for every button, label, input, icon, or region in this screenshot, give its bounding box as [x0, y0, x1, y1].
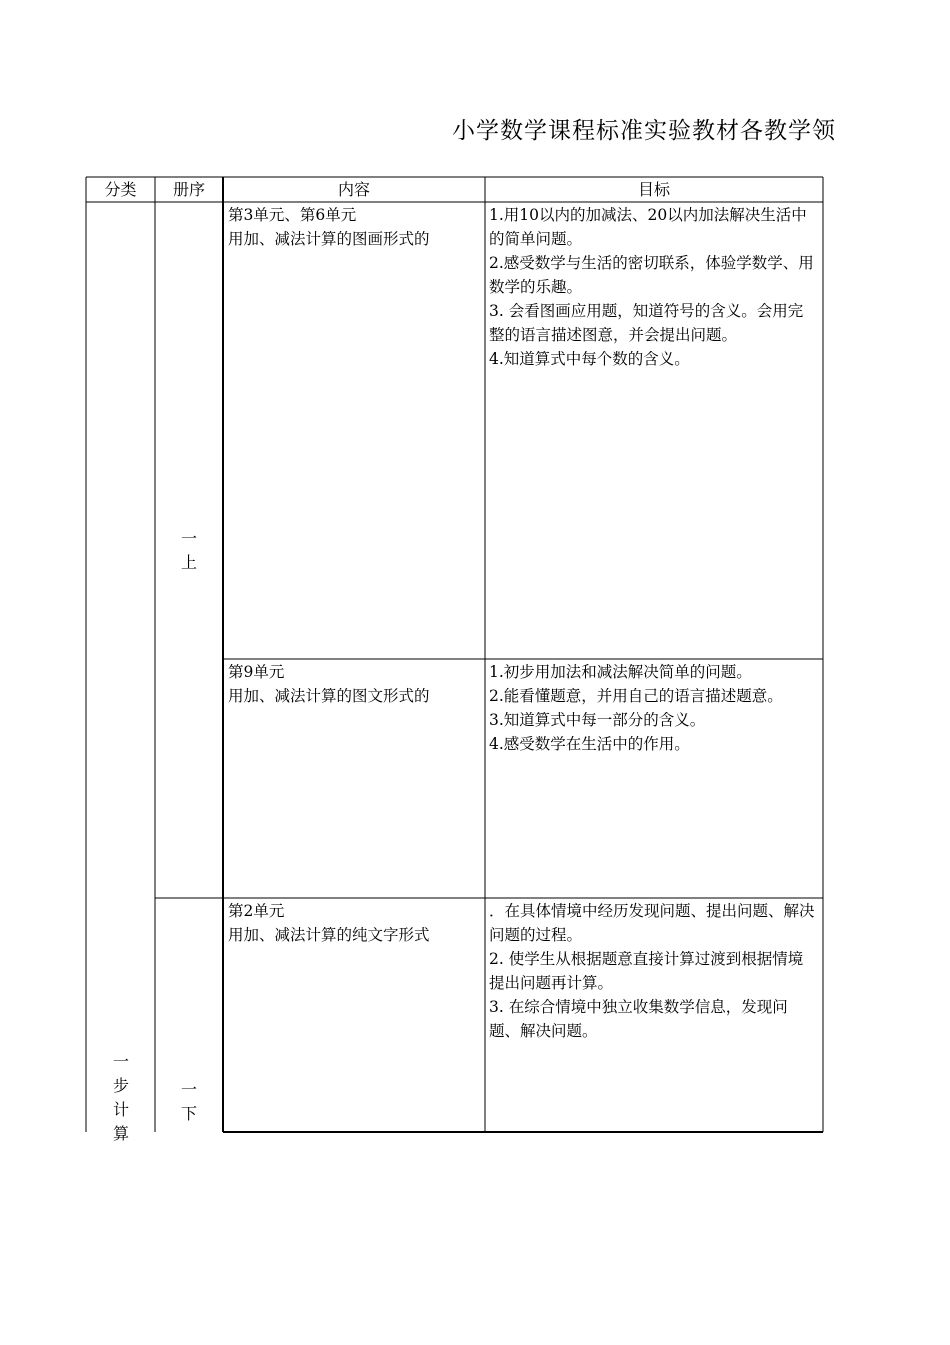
category-cell: 一步计算: [112, 1052, 129, 1143]
goal-cell-2: 1.初步用加法和减法解决简单的问题。 2.能看懂题意，并用自己的语言描述题意。 3.知道算式中每一部分的含义。 4.感受数学在生活中的作用。: [489, 663, 783, 753]
header-content: 内容: [337, 180, 370, 199]
content-cell-3-line2: 用加、减法计算的纯文字形式: [228, 926, 430, 944]
content-cell-1-line2: 用加、减法计算的图画形式的: [228, 230, 430, 248]
goal-cell-1: 1.用10以内的加减法、20以内加法解决生活中的简单问题。 2.感受数学与生活的密切联系，体验学数学、用数学的乐趣。 3. 会看图画应用题，知道符号的含义。会用完整的语言描述图意，并会提出问题。 4.知道算式中每个数的含义。: [489, 206, 814, 368]
header-volume: 册序: [172, 180, 205, 199]
header-goal: 目标: [637, 180, 670, 199]
header-category: 分类: [104, 180, 137, 199]
page-title: 小学数学课程标准实验教材各教学领: [452, 118, 836, 144]
volume-cell-1: 一上: [180, 529, 197, 572]
content-cell-3-line1: 第2单元: [228, 902, 285, 920]
goal-cell-3: ．在具体情境中经历发现问题、提出问题、解决问题的过程。 2. 使学生从根据题意直接计算过渡到根据情境提出问题再计算。 3. 在综合情境中独立收集数学信息，发现问题、解决问题。: [489, 902, 815, 1040]
content-cell-2-line2: 用加、减法计算的图文形式的: [228, 687, 430, 705]
content-cell-2-line1: 第9单元: [228, 663, 285, 681]
content-cell-1-line1: 第3单元、第6单元: [228, 206, 357, 224]
volume-cell-3: 一下: [180, 1080, 197, 1123]
